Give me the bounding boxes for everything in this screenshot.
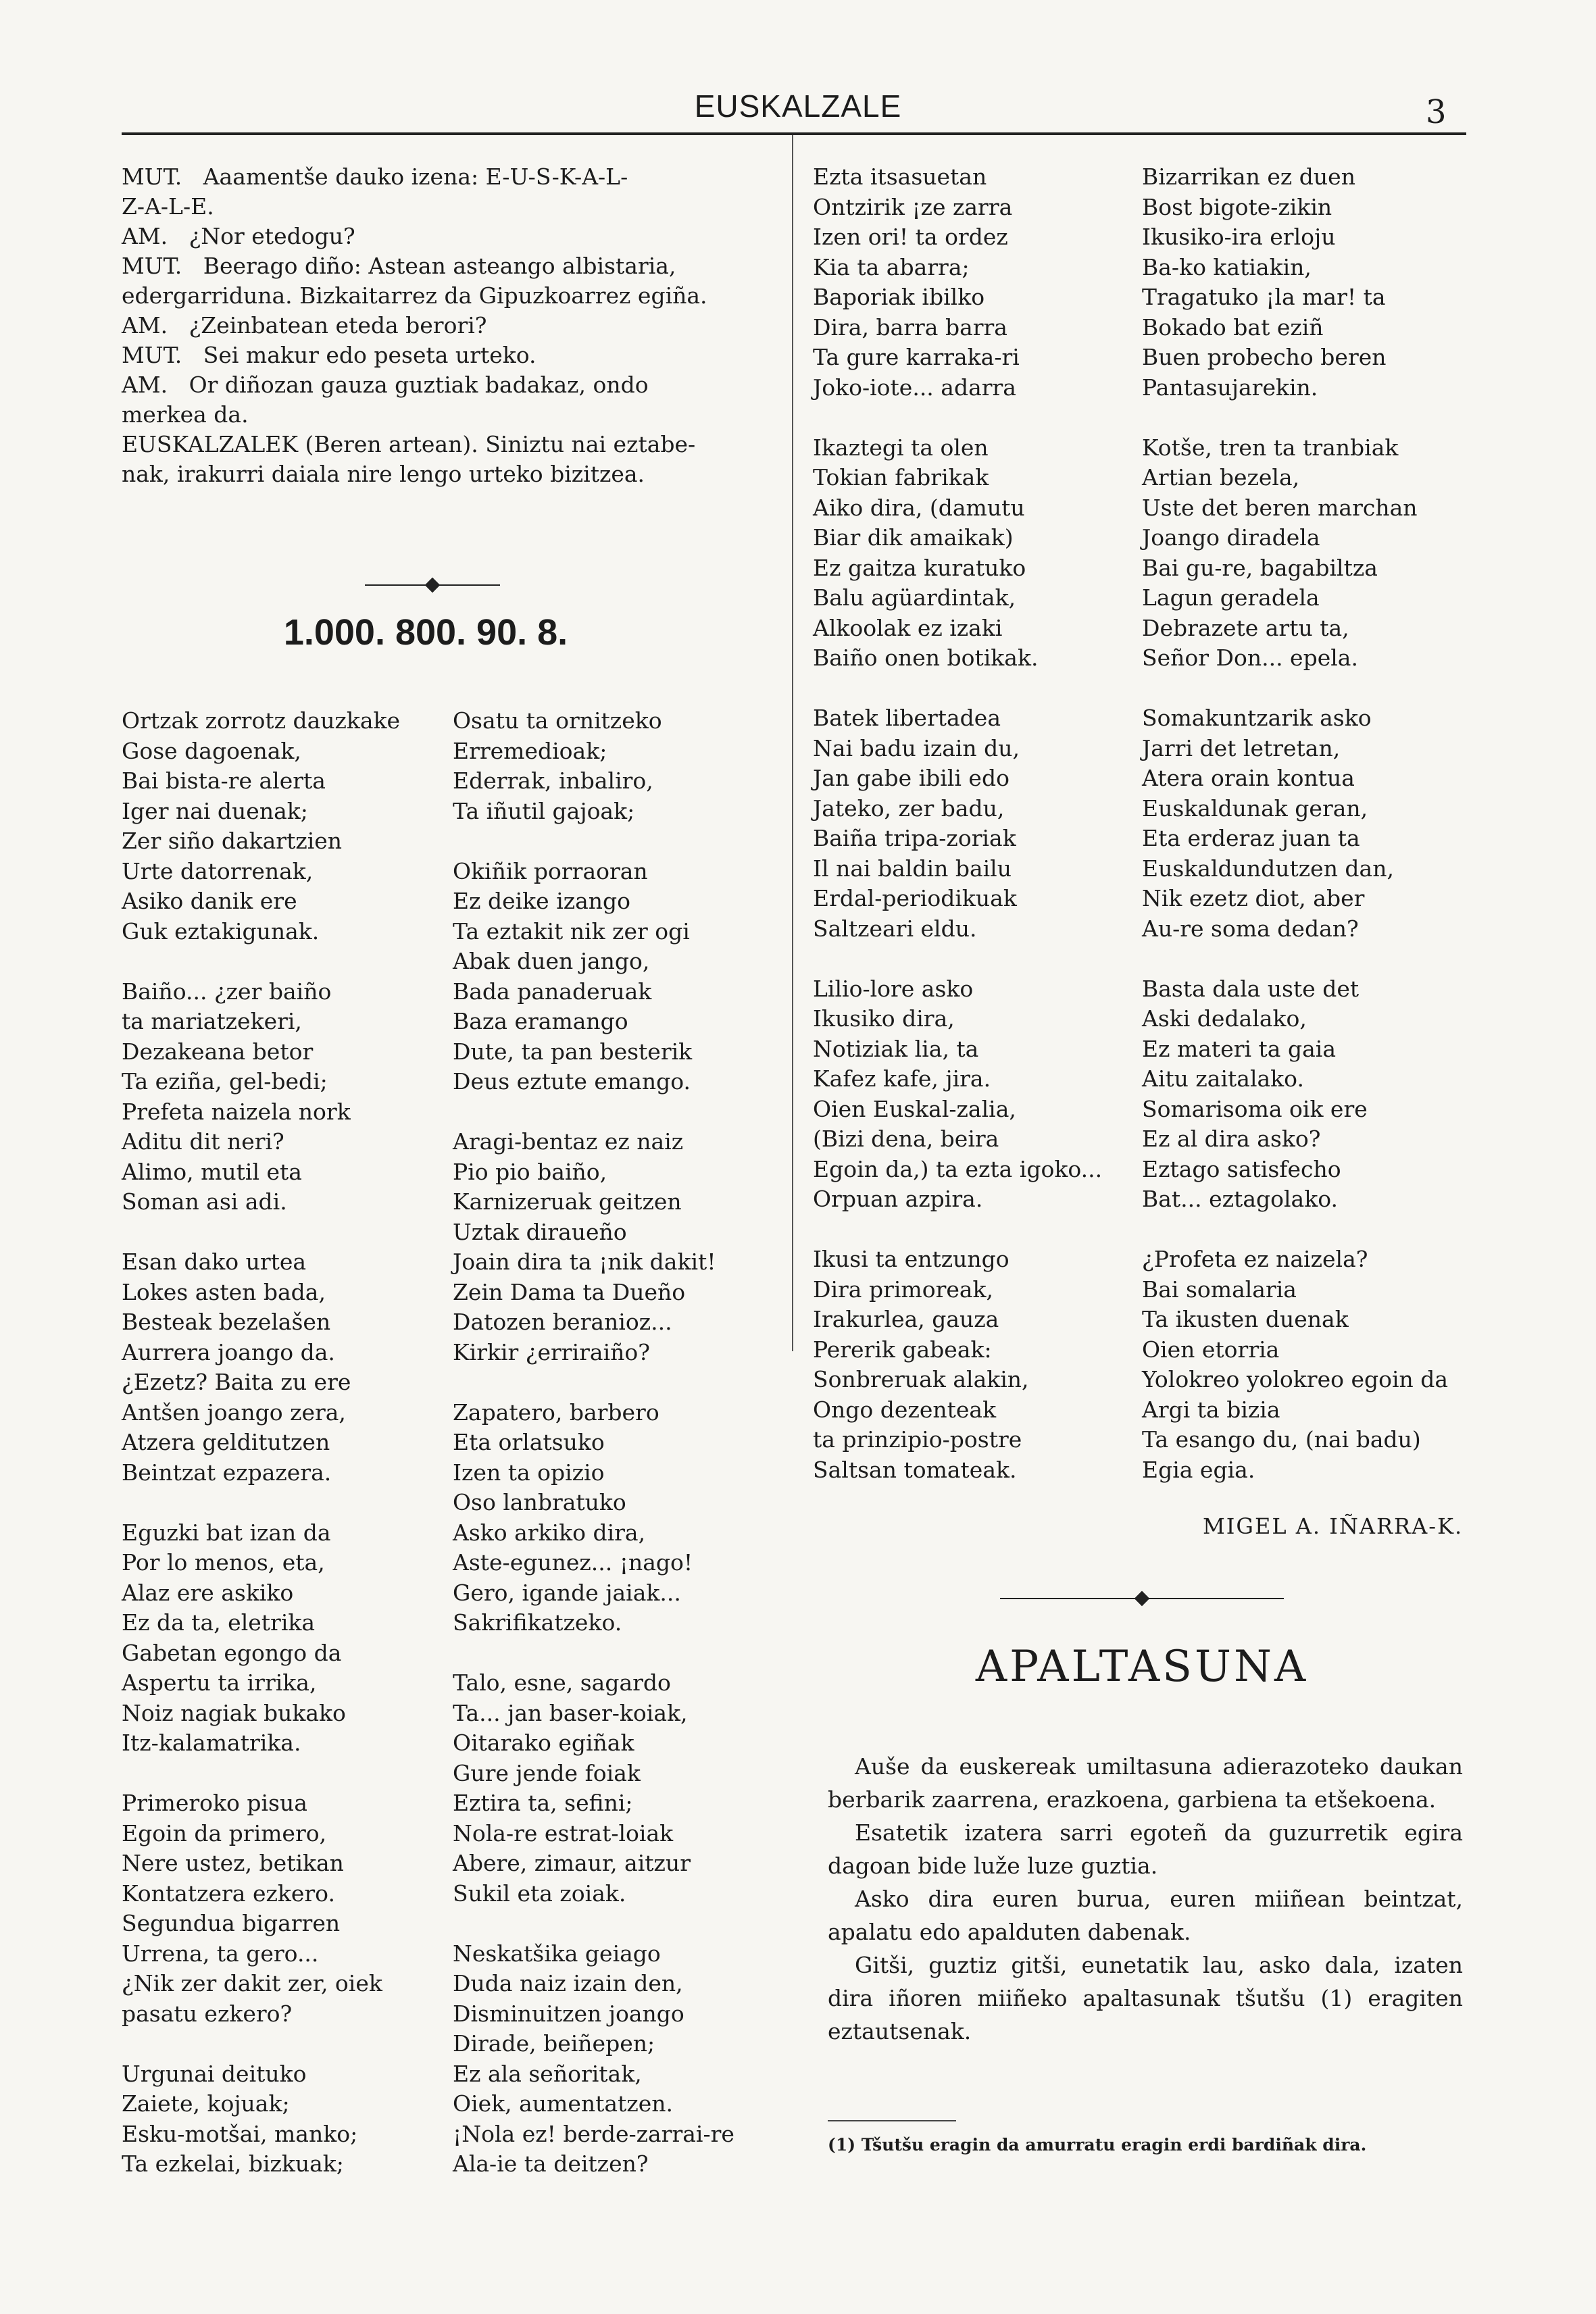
dialogue-line: AM. ¿Zeinbatean eteda berori? xyxy=(122,312,487,338)
poem-column-1: Ortzak zorrotz dauzkake Gose dagoenak, Bai bista-re alerta Iger nai duenak; Zer siño dakartzien Urte datorrenak, Asiko danik ere Guk eztakigunak. Baiño... ¿zer baiño ta mariatzekeri, Dezakeana betor Ta eziña, gel-bedi; Prefeta naizela nork Aditu dit neri? Alimo, mutil eta Soman asi adi. Esan dako urtea Lokes asten bada, Besteak bezelašen Aurrera joango da. ¿Ezetz? Baita zu ere Antšen joango zera, Atzera gelditutzen Beintzat ezpazera. Eguzki bat izan da Por lo menos, eta, Alaz ere askiko Ez da ta, eletrika Gabetan egongo da Aspertu ta irrika, Noiz nagiak bukako Itz-kalamatrika. Primeroko pisua Egoin da primero, Nere ustez, betikan Kontatzera ezkero. Segundua bigarren Urrena, ta gero... ¿Nik zer dakit zer, oiek pasatu ezkero? Urgunai deituko Zaiete, kojuak; Esku-motšai, manko; Ta ezkelai, bizkuak; xyxy=(122,707,401,2177)
dialogue-line: MUT. Beerago diño: Astean asteango albistaria, xyxy=(122,253,676,279)
poem-column-4: Bizarrikan ez duen Bost bigote-zikin Ikusiko-ira erloju Ba-ko katiakin, Tragatuko ¡la mar! ta Bokado bat eziñ Buen probecho beren Pantasujarekin. Kotše, tren ta tranbiak Artian bezela, Uste det beren marchan Joango diradela Bai gu-re, bagabiltza Lagun geradela Debrazete artu ta, Señor Don... epela. Somakuntzarik asko Jarri det letretan, Atera orain kontua Euskaldunak geran, Eta erderaz juan ta Euskaldundutzen dan, Nik ezetz diot, aber Au-re soma dedan? Basta dala uste det Aski dedalako, Ez materi ta gaia Aitu zaitalako. Somarisoma oik ere Ez al dira asko? Eztago satisfecho Bat... eztagolako. ¿Profeta ez naizela? Bai somalaria Ta ikusten duenak Oien etorria Yolokreo yolokreo egoin da Argi ta bizia Ta esango du, (nai badu) Egia egia. xyxy=(1142,164,1449,1483)
dialogue-block xyxy=(122,162,743,489)
poem-column-2: Osatu ta ornitzeko Erremedioak; Ederrak, inbaliro, Ta iñutil gajoak; Okiñik porraoran Ez deike izango Ta eztakit nik zer ogi Abak duen jango, Bada panaderuak Baza eramango Dute, ta pan besterik Deus eztute emango. Aragi-bentaz ez naiz Pio pio baiño, Karnizeruak geitzen Uztak diraueño Joain dira ta ¡nik dakit! Zein Dama ta Dueño Datozen beranioz... Kirkir ¿erriraiño? Zapatero, barbero Eta orlatsuko Izen ta opizio Oso lanbratuko Asko arkiko dira, Aste-egunez... ¡nago! Gero, igande jaiak... Sakrifikatzeko. Talo, esne, sagardo Ta... jan baser-koiak, Oitarako egiñak Gure jende foiak Eztira ta, sefini; Nola-re estrat-loiak Abere, zimaur, aitzur Sukil eta zoiak. Neskatšika geiago Duda naiz izain den, Disminuitzen joango Dirade, beiñepen; Ez ala señoritak, Oiek, aumentatzen. ¡Nola ez! berde-zarrai-re Ala-ie ta deitzen? xyxy=(453,707,734,2177)
footnote: (1) Tšutšu eragin da amurratu eragin erdi bardiñak dira. xyxy=(828,2135,1367,2155)
ornament-divider xyxy=(365,584,500,586)
dialogue-line: EUSKALZALEK (Beren artean). Siniztu nai eztabe- xyxy=(122,431,696,457)
poem-column-3: Ezta itsasuetan Ontzirik ¡ze zarra Izen ori! ta ordez Kia ta abarra; Baporiak ibilko Dira, barra barra Ta gure karraka-ri Joko-iote... adarra Ikaztegi ta olen Tokian fabrikak Aiko dira, (damutu Biar dik amaikak) Ez gaitza kuratuko Balu agüardintak, Alkoolak ez izaki Baiño onen botikak. Batek libertadea Nai badu izain du, Jan gabe ibili edo Jateko, zer badu, Baiña tripa-zoriak Il nai baldin bailu Erdal-periodikuak Saltzeari eldu. Lilio-lore asko Ikusiko dira, Notiziak lia, ta Kafez kafe, jira. Oien Euskal-zalia, (Bizi dena, beira Egoin da,) ta ezta igoko... Orpuan azpira. Ikusi ta entzungo Dira primoreak, Irakurlea, gauza Pererik gabeak: Sonbreruak alakin, Ongo dezenteak ta prinzipio-postre Saltsan tomateak. xyxy=(813,164,1103,1483)
article-title: APALTASUNA xyxy=(975,1642,1309,1692)
dialogue-line: nak, irakurri daiala nire lengo urteko bizitzea. xyxy=(122,461,645,487)
section-ornament xyxy=(1000,1598,1284,1599)
dialogue-line: edergarriduna. Bizkaitarrez da Gipuzkoarrez egiña. xyxy=(122,282,707,309)
dialogue-line: AM. ¿Nor etedogu? xyxy=(122,223,355,249)
dialogue-line: Z-A-L-E. xyxy=(122,193,214,220)
article-paragraph: Asko dira euren burua, euren miiñean beintzat, apalatu edo apalduten dabenak. xyxy=(828,1886,1463,1945)
footnote-rule xyxy=(828,2120,956,2121)
poem-title: 1.000. 800. 90. 8. xyxy=(283,612,568,653)
header-rule xyxy=(122,132,1466,135)
dialogue-line: MUT. Sei makur edo peseta urteko. xyxy=(122,342,537,368)
column-divider xyxy=(792,135,793,1351)
article-paragraph: Gitši, guztiz gitši, eunetatik lau, asko dala, izaten dira iñoren miiñeko apaltasunak tšutšu (1) eragiten eztautsenak. xyxy=(828,1952,1463,2044)
dialogue-line: MUT. Aaamentše dauko izena: E-U-S-K-A-L- xyxy=(122,164,628,190)
article-paragraph: Esatetik izatera sarri egoteñ da guzurretik egira dagoan bide luže luze guztia. xyxy=(828,1819,1463,1879)
poem-signature: MIGEL A. IÑARRA-K. xyxy=(1203,1513,1464,1539)
article-body xyxy=(828,1750,1463,2048)
page-number: 3 xyxy=(1426,93,1447,131)
running-header: EUSKALZALE xyxy=(694,89,902,124)
dialogue-line: merkea da. xyxy=(122,401,249,428)
dialogue-line: AM. Or diñozan gauza guztiak badakaz, ondo xyxy=(122,372,649,398)
article-paragraph: Auše da euskereak umiltasuna adierazoteko daukan berbarik zaarrena, erazkoena, garbiena ta etšekoena. xyxy=(828,1753,1463,1813)
dialogue-lines xyxy=(122,162,743,489)
